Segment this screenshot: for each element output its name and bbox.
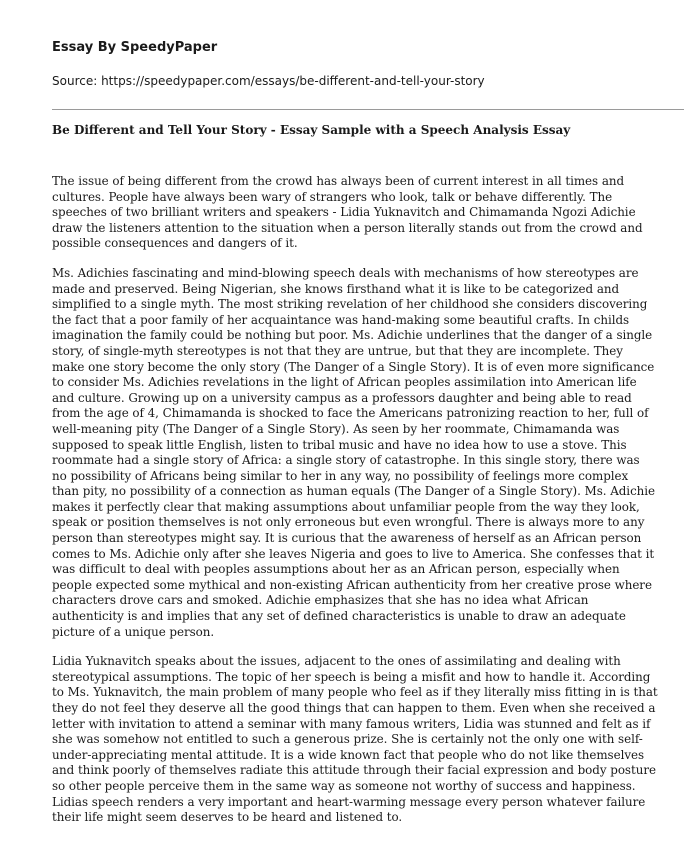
source-line: Source: https://speedypaper.com/essays/be-different-and-tell-your-story [52,74,485,88]
brand-heading: Essay By SpeedyPaper [52,40,218,55]
divider [52,109,684,110]
essay-paragraph-3: Lidia Yuknavitch speaks about the issues, adjacent to the ones of assimilating and dealing with stereotypical assumptions. The topic of her speech is being a misfit and how to handle it. According to Ms. Yuknavitch, the main problem of many people who feel as if they literally miss fitting in is that they do not feel they deserve all the good things that can happen to them. Even when she received a letter with invitation to attend a seminar with many famous writers, Lidia was stunned and felt as if she was somehow not entitled to such a generous prize. She is certainly not the only one with self-under-appreciating mental attitude. It is a wide known fact that people who do not like themselves and think poorly of themselves radiate this attitude through their facial expression and body posture so other people perceive them in the same way as someone not worthy of success and happiness. Lidias speech renders a very important and heart-warming message every person whatever failure their life might seem deserves to be heard and listened to. [52,654,658,825]
essay-paragraph-2: Ms. Adichies fascinating and mind-blowing speech deals with mechanisms of how stereotypes are made and preserved. Being Nigerian, she knows firsthand what it is like to be categorized and simplified to a single myth. The most striking revelation of her childhood she considers discovering the fact that a poor family of her acquaintance was hand-making some beautiful crafts. In childs imagination the family could be nothing but poor. Ms. Adichie underlines that the danger of a single story, of single-myth stereotypes is not that they are untrue, but that they are incomplete. They make one story become the only story (The Danger of a Single Story). It is of even more significance to consider Ms. Adichies revelations in the light of African peoples assimilation into American life and culture. Growing up on a university campus as a professors daughter and being able to read from the age of 4, Chimamanda is shocked to face the Americans patronizing reaction to her, full of well-meaning pity (The Danger of a Single Story). As seen by her roommate, Chimamanda was supposed to speak little English, listen to tribal music and have no idea how to use a stove. This roommate had a single story of Africa: a single story of catastrophe. In this single story, there was no possibility of Africans being similar to her in any way, no possibility of feelings more complex than pity, no possibility of a connection as human equals (The Danger of a Single Story). Ms. Adichie makes it perfectly clear that making assumptions about unfamiliar people from the way they look, speak or position themselves is not only erroneous but even wrongful. There is always more to any person than stereotypes might say. It is curious that the awareness of herself as an African person comes to Ms. Adichie only after she leaves Nigeria and goes to live to America. She confesses that it was difficult to deal with peoples assumptions about her as an African person, especially when people expected some mythical and non-existing African authenticity from her creative prose where characters drove cars and smoked. Adichie emphasizes that she has no idea what African authenticity is and implies that any set of defined characteristics is unable to draw an adequate picture of a unique person. [52,265,656,639]
essay-paragraph-1: The issue of being different from the crowd has always been of current interest in all times and cultures. People have always been wary of strangers who look, talk or behave differently. The speeches of two brilliant writers and speakers - Lidia Yuknavitch and Chimamanda Ngozi Adichie draw the listeners attention to the situation when a person literally stands out from the crowd and possible consequences and dangers of it. [52,174,643,251]
essay-title: Be Different and Tell Your Story - Essay Sample with a Speech Analysis Essay [52,123,571,137]
essay-body [52,174,658,826]
